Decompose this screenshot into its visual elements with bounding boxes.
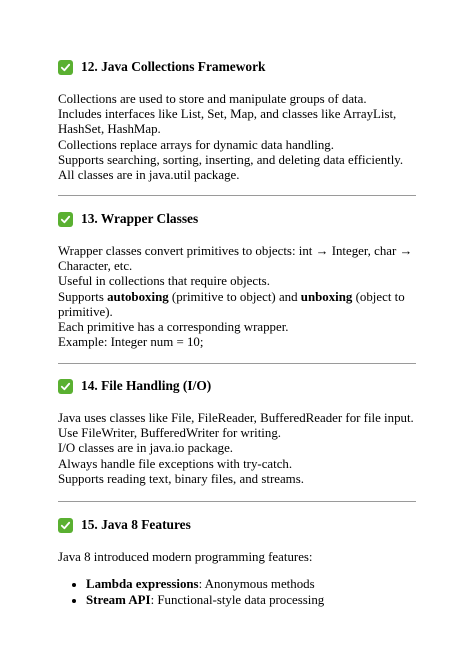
body-line: HashSet, HashMap. bbox=[58, 122, 161, 137]
body-line: Always handle file exceptions with try-catch. bbox=[58, 456, 293, 471]
section-java8 bbox=[58, 517, 416, 608]
section-heading bbox=[58, 59, 416, 75]
text-fragment: (primitive to object) and bbox=[168, 289, 301, 304]
section-file-handling bbox=[58, 378, 416, 487]
body-line: Includes interfaces like List, Set, Map, and classes like ArrayList, bbox=[58, 107, 397, 122]
check-mark-icon bbox=[58, 212, 73, 227]
section-body bbox=[58, 92, 416, 183]
body-line: All classes are in java.util package. bbox=[58, 168, 240, 183]
section-body bbox=[58, 550, 416, 565]
section-heading bbox=[58, 211, 416, 227]
body-line: Java 8 introduced modern programming features: bbox=[58, 550, 313, 564]
body-line: Wrapper classes convert primitives to objects: int → Integer, char → bbox=[58, 244, 413, 258]
body-line: I/O classes are in java.io package. bbox=[58, 441, 234, 456]
list-item bbox=[86, 593, 416, 609]
text-fragment: Supports bbox=[58, 289, 108, 304]
section-title: 15. Java 8 Features bbox=[81, 517, 191, 532]
term-autoboxing: autoboxing bbox=[107, 289, 169, 304]
list-item bbox=[86, 577, 416, 593]
section-heading bbox=[58, 378, 416, 394]
term-unboxing: unboxing bbox=[300, 289, 353, 304]
body-line-autoboxing bbox=[58, 290, 416, 305]
body-line: Character, etc. bbox=[58, 259, 133, 274]
body-line: Supports reading text, binary files, and streams. bbox=[58, 471, 304, 486]
feature-desc: : Functional-style data processing bbox=[150, 592, 325, 607]
section-body bbox=[58, 411, 416, 487]
body-line: Java uses classes like File, FileReader, BufferedReader for file input. bbox=[58, 411, 414, 425]
check-mark-icon bbox=[58, 518, 73, 533]
section-heading bbox=[58, 517, 416, 533]
feature-desc: : Anonymous methods bbox=[198, 577, 315, 592]
section-divider bbox=[58, 363, 416, 364]
check-mark-icon bbox=[58, 60, 73, 75]
text-fragment: (object to bbox=[352, 289, 405, 304]
section-divider bbox=[58, 501, 416, 502]
body-line: primitive). bbox=[58, 304, 113, 319]
section-divider bbox=[58, 195, 416, 196]
check-mark-icon bbox=[58, 379, 73, 394]
body-line: Each primitive has a corresponding wrapper. bbox=[58, 320, 289, 335]
section-collections bbox=[58, 59, 416, 183]
body-line: Collections are used to store and manipulate groups of data. bbox=[58, 92, 367, 106]
body-line: Use FileWriter, BufferedWriter for writing. bbox=[58, 426, 282, 441]
section-wrapper-classes bbox=[58, 211, 416, 350]
feature-term: Stream API bbox=[86, 592, 151, 607]
feature-term: Lambda expressions bbox=[86, 577, 199, 592]
body-line: Example: Integer num = 10; bbox=[58, 335, 204, 350]
feature-list bbox=[58, 577, 416, 608]
section-body bbox=[58, 244, 416, 350]
body-line: Useful in collections that require objects. bbox=[58, 274, 270, 289]
body-line: Supports searching, sorting, inserting, and deleting data efficiently. bbox=[58, 152, 404, 167]
section-title: 12. Java Collections Framework bbox=[81, 59, 266, 74]
section-title: 13. Wrapper Classes bbox=[81, 211, 199, 226]
body-line: Collections replace arrays for dynamic data handling. bbox=[58, 137, 334, 152]
section-title: 14. File Handling (I/O) bbox=[81, 378, 212, 393]
